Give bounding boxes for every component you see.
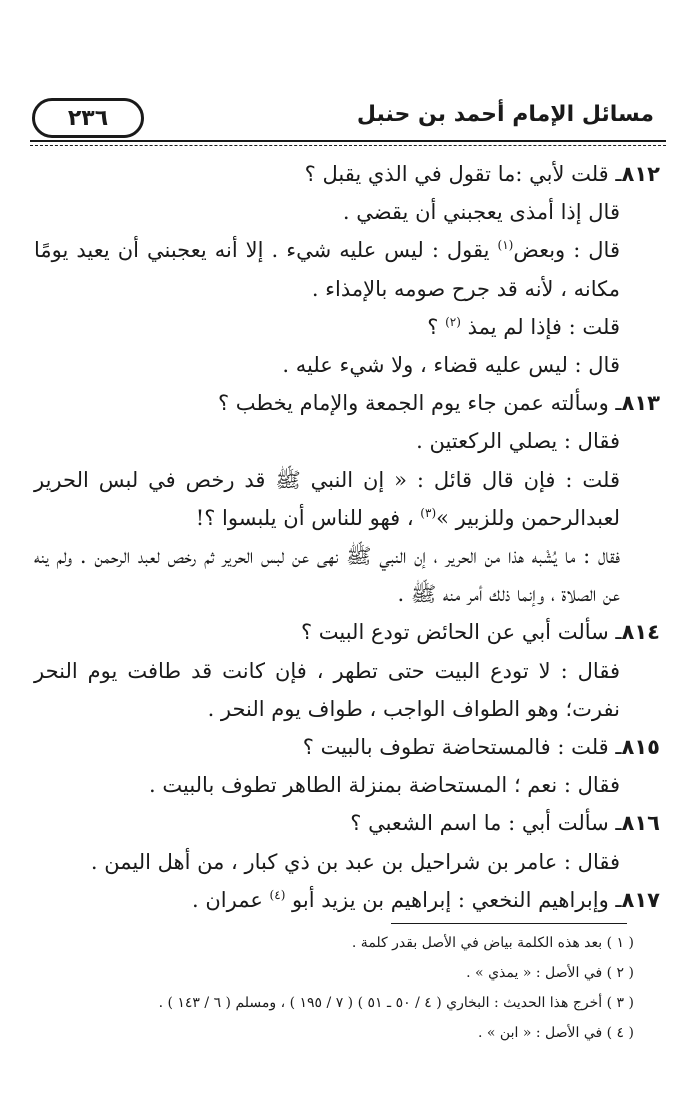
answer-line: قال : وبعض$^{(١)}$ يقول : ليس عليه شيء . إلا أنه يعجبني أن يعيد يومًا مكانه ، لأنه قد جرح صومه بالإمذاء . — [34, 238, 620, 301]
answer-line: قال إذا أمذى يعجبني أن يقضي . — [342, 200, 620, 225]
footnote-ref: (٣) — [420, 505, 437, 520]
question-812: ٨١٢ـ قلت لأبي :ما تقول في الذي يقبل ؟ — [304, 162, 660, 186]
answer-line: فقال : يصلي الركعتين . — [416, 429, 620, 454]
answer-line: فقال : ما يُشْبه هذا من الحرير ، إن النبي ﷺ نهى عن لبس الحرير ثم رخص لعبد الرحمن . ولم ينه عن الصلاة ، وإنما ذلك أمر منه ﷺ . — [34, 544, 620, 607]
page-number-badge: ٢٣٦ — [32, 98, 144, 138]
answer-line: قلت : فإذا لم يمذ $^{(٢)}$ ؟ — [427, 314, 620, 339]
footnote-item: ( ٢ ) في الأصل : « يمذي » . — [466, 965, 634, 981]
footnote-separator — [391, 923, 627, 924]
question-817: ٨١٧ـ وإبراهيم النخعي : إبراهيم بن يزيد أبو $^{(٤)}$ عمران . — [192, 887, 660, 912]
footnote-ref: (٤) — [269, 887, 286, 902]
answer-line: فقال : نعم ؛ المستحاضة بمنزلة الطاهر تطوف بالبيت . — [149, 773, 620, 798]
answer-line: فقال : لا تودع البيت حتى تطهر ، فإن كانت قد طافت يوم النحر نفرت؛ وهو الطواف الواجب ، طواف يوم النحر . — [34, 658, 620, 721]
header-dashed-rule — [30, 145, 666, 146]
footnote-item: ( ٤ ) في الأصل : « ابن » . — [478, 1025, 634, 1041]
footnotes — [34, 928, 634, 1048]
footnote-item: ( ٣ ) أخرج هذا الحديث : البخاري ( ٤ / ٥٠ ـ ٥١ ) ( ٧ / ١٩٥ ) ، ومسلم ( ٦ / ١٤٣ ) . — [158, 995, 634, 1011]
page-header — [30, 96, 666, 146]
footnote-ref: (٢) — [445, 314, 461, 329]
answer-line: قال : ليس عليه قضاء ، ولا شيء عليه . — [282, 353, 620, 378]
footnote-item: ( ١ ) بعد هذه الكلمة بياض في الأصل بقدر كلمة . — [351, 935, 634, 951]
answer-line: فقال : عامر بن شراحيل بن عبد بن ذي كبار ، من أهل اليمن . — [90, 849, 620, 874]
answer-line: قلت : فإن قال قائل : « إن النبي ﷺ قد رخص في لبس الحرير لعبدالرحمن وللزبير »$^{(٣)}$ ، فهو للناس أن يلبسوا ؟! — [34, 467, 620, 530]
question-814: ٨١٤ـ سألت أبي عن الحائض تودع البيت ؟ — [300, 620, 660, 645]
question-815: ٨١٥ـ قلت : فالمستحاضة تطوف بالبيت ؟ — [302, 735, 660, 760]
header-rule — [30, 140, 666, 142]
question-816: ٨١٦ـ سألت أبي : ما اسم الشعبي ؟ — [350, 811, 660, 836]
book-title: مسائل الإمام أحمد بن حنبل — [356, 102, 654, 127]
main-text — [34, 155, 660, 919]
footnote-ref: (١) — [497, 238, 514, 253]
question-813: ٨١٣ـ وسألته عمن جاء يوم الجمعة والإمام يخطب ؟ — [217, 391, 660, 416]
